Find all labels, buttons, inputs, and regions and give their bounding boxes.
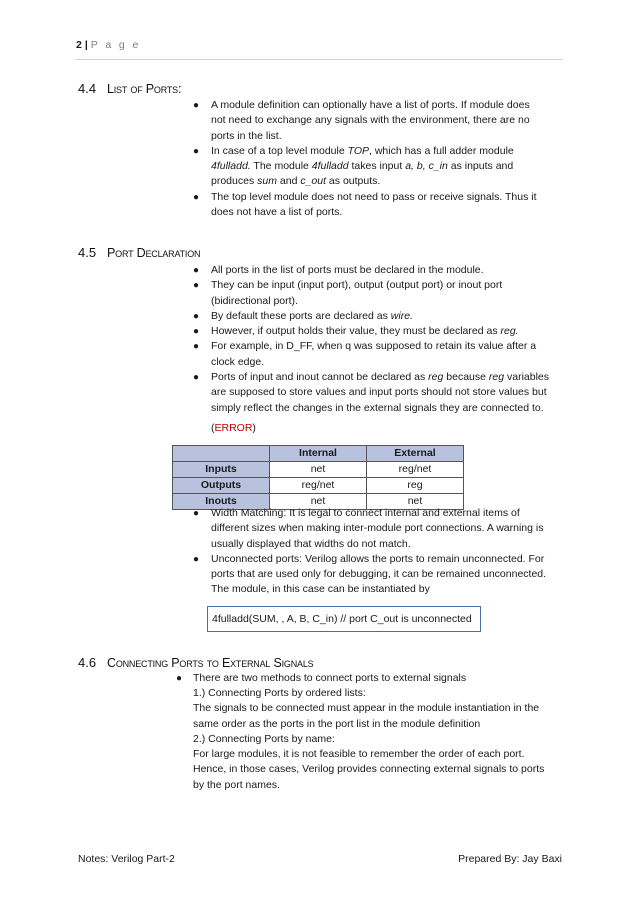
list-item-line: All ports in the list of ports must be declared in the module. bbox=[211, 264, 484, 276]
section-heading-4-5 bbox=[78, 245, 200, 261]
paragraph-line: The signals to be connected must appear in the module instantiation in the bbox=[193, 702, 540, 715]
section-number: 4.4 bbox=[78, 81, 97, 96]
paragraph-line: Hence, in those cases, Verilog provides connecting external signals to ports bbox=[193, 763, 545, 776]
bullet-icon: ● bbox=[176, 673, 183, 684]
error-word: ERROR bbox=[214, 422, 253, 434]
section-4-5-bullets-2 bbox=[193, 506, 571, 598]
section-4-6-bullet bbox=[176, 671, 563, 686]
footer-left: Notes: Verilog Part-2 bbox=[78, 853, 175, 865]
list-item-line: ports that are used only for debugging, it can be remained unconnected. bbox=[211, 568, 547, 581]
col-header-external: External bbox=[367, 446, 464, 462]
row-label: Outputs bbox=[173, 478, 270, 494]
list-item bbox=[193, 324, 571, 339]
list-item bbox=[193, 144, 571, 190]
list-item-line: usually displayed that widths do not match. bbox=[211, 537, 411, 550]
list-item-line: For example, in D_FF, when q was supposed to retain its value after a bbox=[211, 340, 537, 353]
bullet-icon: ● bbox=[193, 280, 200, 292]
bullet-icon: ● bbox=[193, 265, 200, 276]
list-item-line: 4fulladd. The module 4fulladd takes input a, b, c_in as inputs and bbox=[211, 160, 514, 173]
table-row bbox=[173, 478, 464, 494]
list-item-line: Ports of input and inout cannot be declared as reg because reg variables bbox=[211, 371, 550, 384]
page-header bbox=[76, 38, 563, 60]
section-number: 4.5 bbox=[78, 245, 97, 260]
error-note: (ERROR) bbox=[211, 422, 256, 434]
section-4-6-body bbox=[193, 686, 563, 793]
section-title: List of Ports: bbox=[107, 82, 182, 96]
paragraph-line: by the port names. bbox=[193, 778, 280, 791]
cell-external: reg bbox=[367, 478, 464, 494]
list-item-line: However, if output holds their value, they must be declared as reg. bbox=[211, 325, 519, 338]
list-item bbox=[193, 309, 571, 324]
list-item-line: are supposed to store values and input ports should not store values but bbox=[211, 386, 547, 399]
list-item bbox=[193, 370, 571, 416]
col-header-internal: Internal bbox=[270, 446, 367, 462]
list-item bbox=[193, 190, 571, 221]
bullet-icon: ● bbox=[193, 553, 200, 565]
section-4-4-bullets bbox=[193, 98, 571, 220]
bullet-icon: ● bbox=[193, 326, 200, 338]
cell-external: reg/net bbox=[367, 462, 464, 478]
page-number: 2 bbox=[76, 39, 82, 51]
list-item bbox=[193, 98, 571, 144]
paragraph-line: 2.) Connecting Ports by name: bbox=[193, 732, 335, 745]
bullet-icon: ● bbox=[193, 145, 200, 157]
code-example-box bbox=[207, 606, 481, 632]
section-number: 4.6 bbox=[78, 655, 97, 670]
section-heading-4-4 bbox=[78, 81, 181, 97]
section-title: Port Declaration bbox=[107, 246, 201, 260]
bullet-icon: ● bbox=[193, 508, 200, 519]
paragraph-line: same order as the ports in the port list in the module definition bbox=[193, 717, 481, 730]
port-rules-table bbox=[172, 445, 464, 510]
header-separator: | bbox=[84, 39, 88, 51]
cell-internal: net bbox=[270, 462, 367, 478]
table-header-row bbox=[173, 446, 464, 462]
list-item-line: The top level module does not need to pass or receive signals. Thus it bbox=[211, 190, 537, 203]
list-item-line: produces sum and c_out as outputs. bbox=[211, 175, 381, 188]
list-item bbox=[193, 263, 571, 278]
list-item-line: In case of a top level module TOP, which has a full adder module bbox=[211, 144, 514, 157]
list-item-line: ports in the list. bbox=[211, 129, 282, 142]
list-item-line: clock edge. bbox=[211, 355, 265, 368]
page-word: P a g e bbox=[90, 39, 141, 51]
list-item bbox=[193, 278, 571, 309]
list-item bbox=[193, 339, 571, 370]
section-title: Connecting Ports to External Signals bbox=[107, 656, 314, 670]
list-item-line: By default these ports are declared as wire. bbox=[211, 309, 413, 322]
section-heading-4-6 bbox=[78, 655, 313, 671]
cell-internal: net bbox=[270, 494, 367, 510]
list-item-line: The module, in this case can be instantiated by bbox=[211, 583, 430, 596]
table-corner bbox=[173, 446, 270, 462]
list-item bbox=[193, 506, 571, 552]
list-item bbox=[193, 552, 571, 598]
section-4-5-bullets bbox=[193, 263, 571, 416]
list-item-line: Width Matching: It is legal to connect internal and external items of bbox=[211, 507, 520, 519]
row-label: Inputs bbox=[173, 462, 270, 478]
list-item-line: simply reflect the changes in the external signals they are connected to. bbox=[211, 401, 544, 414]
list-item-line: does not have a list of ports. bbox=[211, 206, 343, 219]
cell-external: net bbox=[367, 494, 464, 510]
row-label: Inouts bbox=[173, 494, 270, 510]
bullet-icon: ● bbox=[193, 341, 200, 353]
bullet-icon: ● bbox=[193, 100, 200, 111]
code-example: 4fulladd(SUM, , A, B, C_in) // port C_out is unconnected bbox=[212, 613, 472, 625]
footer-right: Prepared By: Jay Baxi bbox=[458, 853, 562, 865]
list-item-line: not need to exchange any signals with the environment, there are no bbox=[211, 114, 530, 127]
list-item-line: They can be input (input port), output (output port) or inout port bbox=[211, 279, 503, 292]
cell-internal: reg/net bbox=[270, 478, 367, 494]
paragraph-line: For large modules, it is not feasible to remember the order of each port. bbox=[193, 748, 525, 761]
bullet-icon: ● bbox=[193, 310, 200, 322]
paragraph-line: 1.) Connecting Ports by ordered lists: bbox=[193, 687, 366, 699]
list-item-line: different sizes when making inter-module port connections. A warning is bbox=[211, 522, 544, 535]
list-item-line: A module definition can optionally have a list of ports. If module does bbox=[211, 99, 530, 111]
bullet-icon: ● bbox=[193, 372, 200, 384]
bullet-icon: ● bbox=[193, 191, 200, 203]
list-item-line: (bidirectional port). bbox=[211, 294, 298, 307]
table-row bbox=[173, 462, 464, 478]
list-item-line: Unconnected ports: Verilog allows the ports to remain unconnected. For bbox=[211, 552, 545, 565]
list-item: ● There are two methods to connect ports to external signals bbox=[193, 671, 563, 686]
